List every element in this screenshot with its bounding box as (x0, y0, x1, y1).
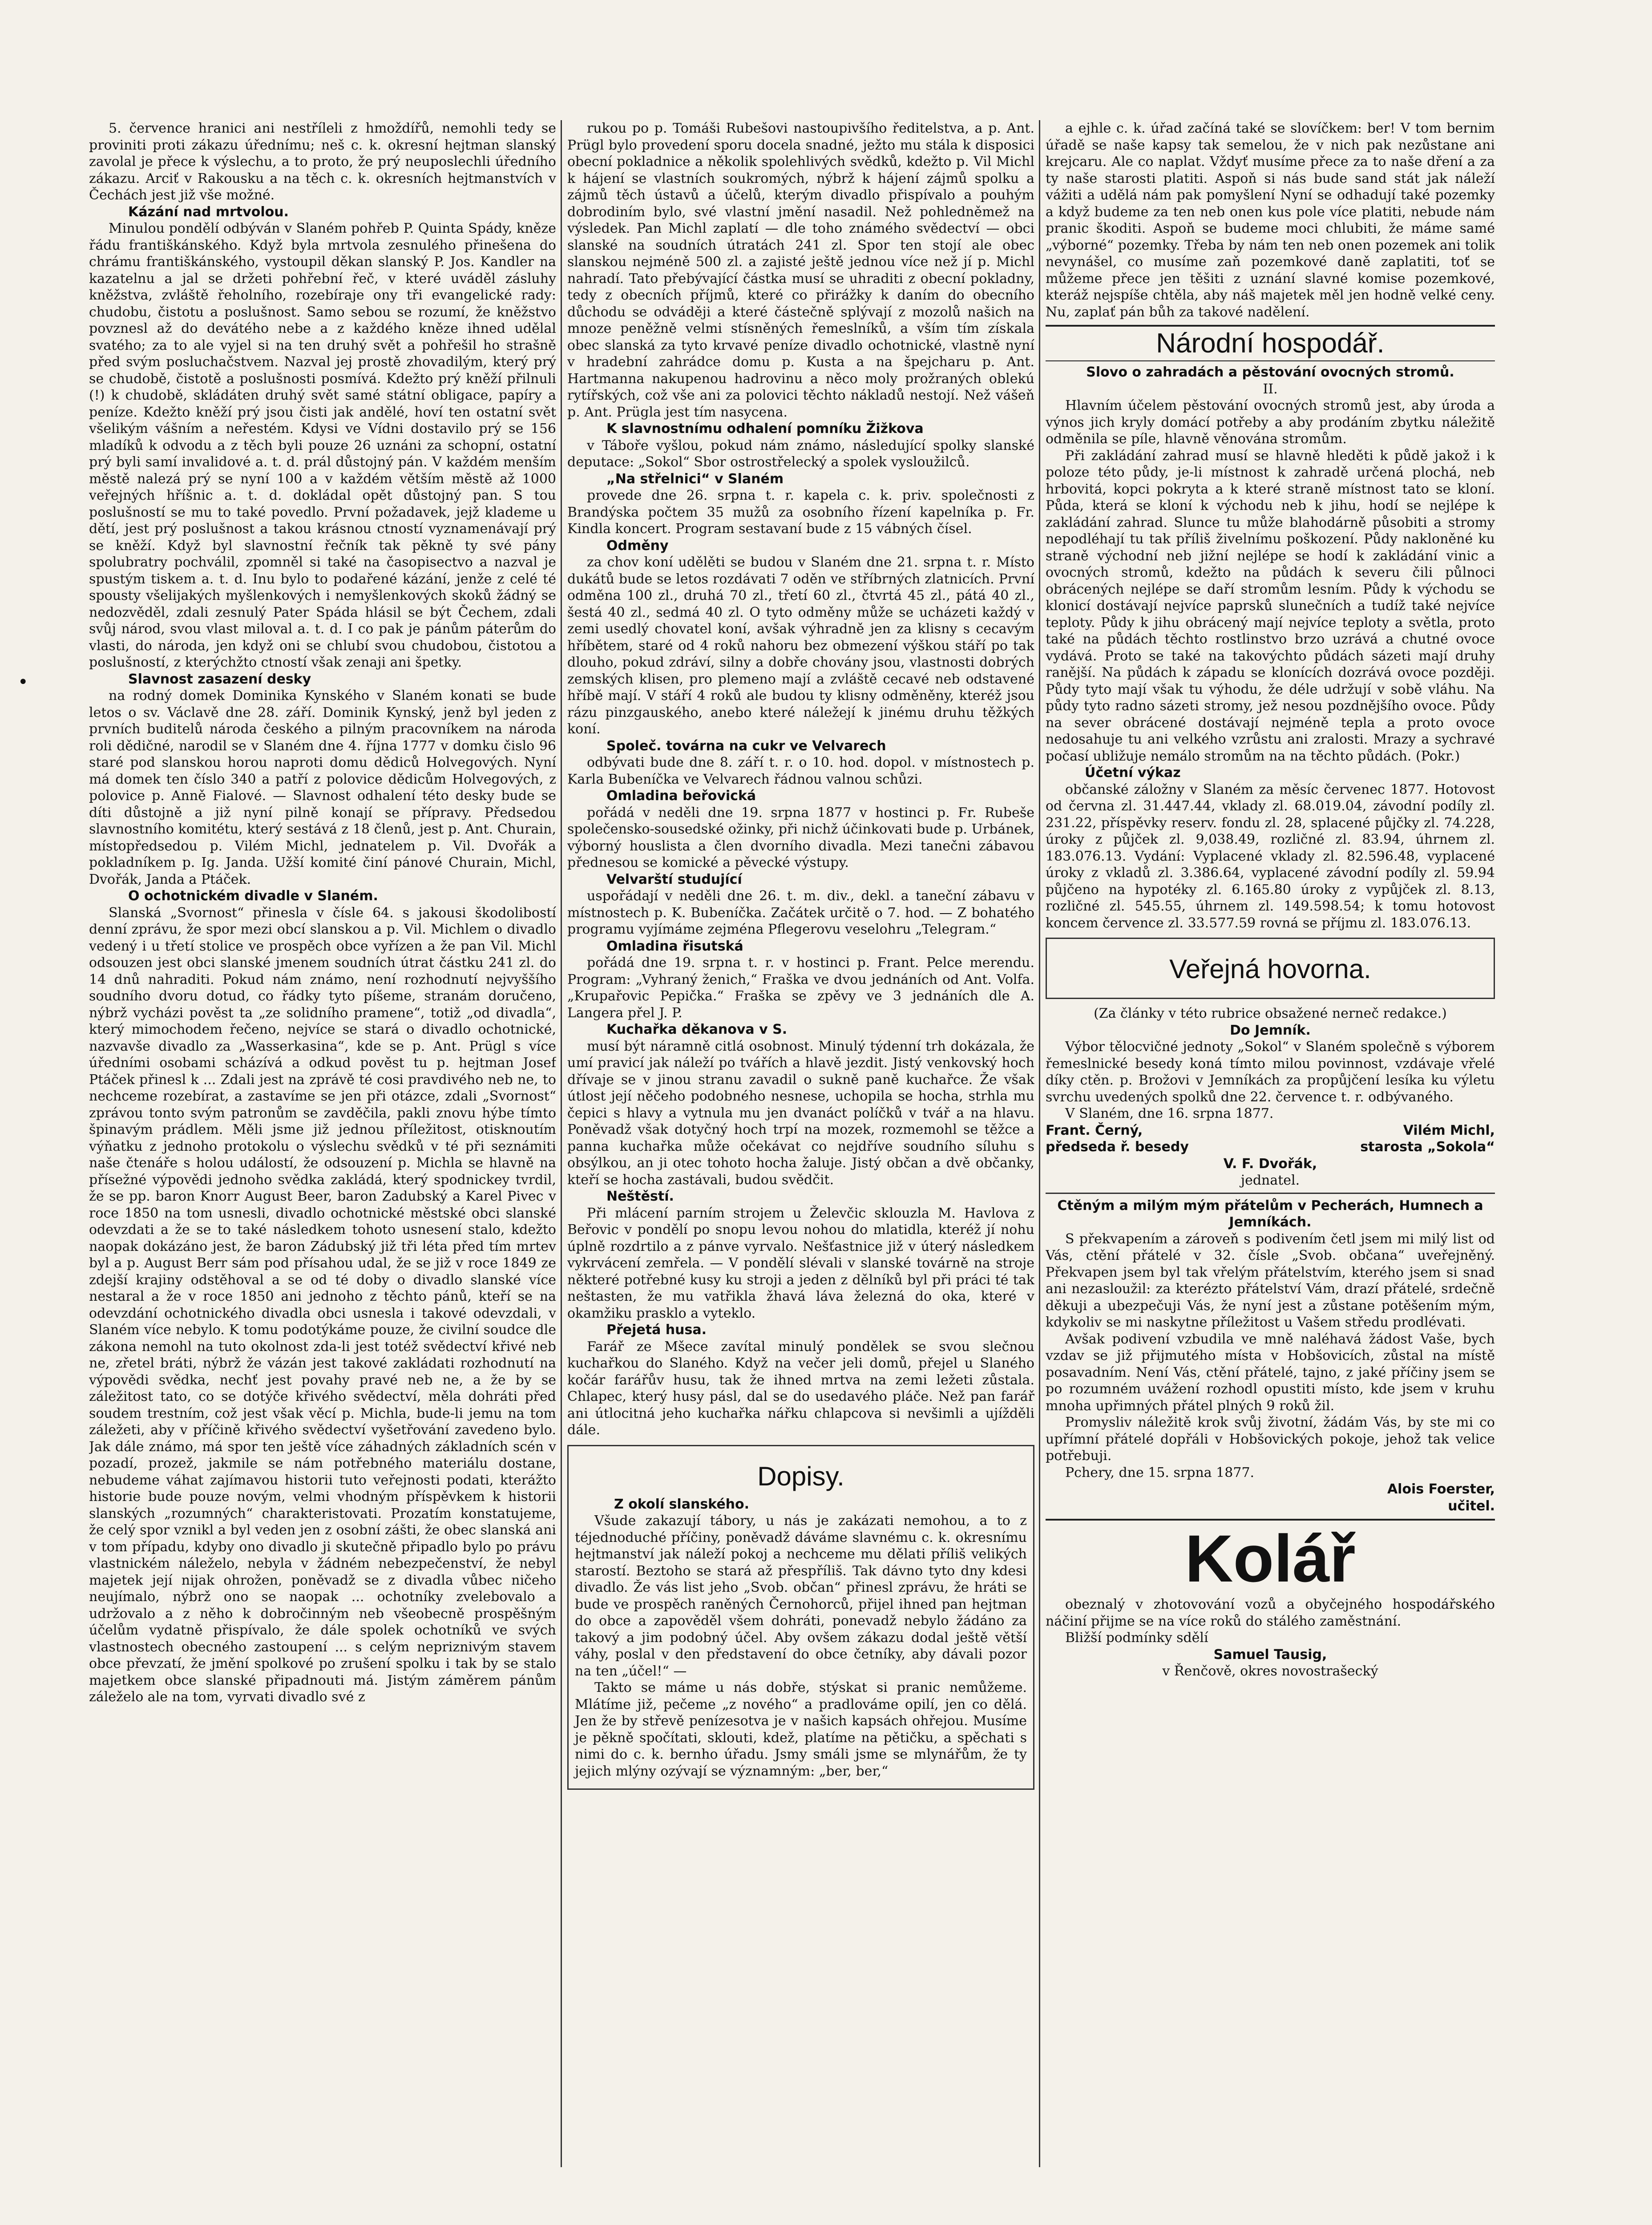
article-paragraph: Při zakládání zahrad musí se hlavně hleděti k půdě jakož i k poloze této půdy, je-li místnost k zahradě určená plochá, neb hrbovitá, kopci pokryta a k které straně místnost tato se kloní. Půda, která se kloní k východu neb k jihu, hodí se nejlépe k zakládání zahrad. Slunce tu může blahodárně působiti a stromy nepodléhají tu tak příliš živelnímu poškození. Půdy nakloněné ku straně východní neb jižní nejlépe se hodí k zakládání vinic a ovocných stromů, kdežto na půdách k severu čili půlnoci obrácených nejlépe se daří stromům lesním. Půdy k východu se klonicí dostávají nejvíce paprsků slunečních a tudíž také nejvíce teploty. Půdy k jihu obrácený mají nejvíce teploty a světla, proto také na půdách těchto rostlinstvo brzo uzrává a chutné ovoce vydává. Proto se také na takovýchto půdách sázeti mají druhy ranější. Na půdách k západu se klonících dozrává ovoce později. Půdy tyto mají však tu výhodu, že déle udržují v sobě vláhu. Na půdy tyto radno sázeti stromy, jež nesou pozdnějšího ovoce. Půdy na sever obrácené dostávají nejméně tepla a proto ovoce nedosahuje tu ani velkého vzrůstu ani zralosti. Mrazy a sychravé počasí ubližuje nemálo stromům na na těchto půdách. (Pokr.) (1046, 448, 1495, 764)
article-paragraph: občanské záložny v Slaném za měsíc červenec 1877. Hotovost od června zl. 31.447.44, vklady zl. 68.019.04, závodní podíly zl. 231.22, příspěvky reserv. fondu zl. 28, splacené půjčky zl. 74.228, úroky z půjček zl. 9,038.49, rozličné zl. 83.94, úhrnem zl. 183.076.13. Vydání: Vyplacené vklady zl. 82.596.48, vyplacené úroky z vkladů zl. 3.386.64, vyplacené závodní podíly zl. 59.94 půjčeno na hypotéky zl. 6.165.80 úroky z vypůjček zl. 8.13, rozličné zl. 545.55, úhrnem zl. 149.598.54; k tomu hotovost koncem července zl. 33.577.59 rovná se příjmu zl. 183.076.13. (1046, 781, 1495, 931)
article-paragraph: Pchery, dne 15. srpna 1877. (1065, 1464, 1255, 1481)
article-heading: Velvarští studující (606, 871, 742, 887)
article-heading: Přejetá husa. (606, 1322, 707, 1338)
newspaper-page (89, 120, 1495, 2203)
article-paragraph: na rodný domek Dominika Kynského v Slaném konati se bude letos o sv. Václavě dne 28. září. Dominik Kynský, jenž byl jeden z prvních buditelů národa českého a pilným pracovníkem na národa roli dědičné, narodil se v Slaném dne 4. října 1777 v domku čislo 96 staré pod slanskou horou naproti domu dědiců Holvegových. Nyní má domek ten číslo 340 a patří z polovice dědicům Holvegových, z polovice p. Anně Fialové. — Slavnost odhalení této desky bude se díti důstojně a již nyní pilně konají se přípravy. Předsedou slavnostního komitétu, který sestává z 18 členů, jest p. Ant. Churain, místopředsedou p. Vilém Michl, jednatelem p. Vil. Dvořák a pokladníkem p. Ig. Janda. Užší komité činí pánové Churain, Michl, Dvořák, Janda a Ptáček. (89, 688, 556, 887)
article-paragraph: pořádá dne 19. srpna t. r. v hostinci p. Frant. Pelce merendu. Program: „Vyhraný ženich,“ Fraška ve dvou jednáních od Ant. Volfa. „Krupařovic Pepička.“ Fraška se zpěvy ve 3 jednáních dle A. Langera přel J. P. (567, 955, 1034, 1021)
bullet-mark: • (18, 672, 28, 692)
section-title: Veřejná hovorna. (1169, 954, 1371, 984)
article-paragraph: Všude zakazují tábory, u nás je zakázati nemohou, a to z téjednoduché příčiny, poněvadž dáváme slavnému c. k. okresnímu hejtmanství jak náleží pokoj a nechceme mu dělati příliš velikých starostí. Beztoho se stará až přespříliš. Tak dávno tyto dny kdesi divadlo. Že vás list jeho „Svob. občan“ přinesl zprávu, že hráti se bude ve prospěch raněných Černohorců, přijel ihned pan hejtman do obce a zapověděl všem dohráti, ponevadž nebylo žádáno za takový a jim podobný účel. Aby ovšem zákazu dodal ještě větší váhy, poslal v den představení do obce četníky, aby dávali pozor na ten „účel!“ — (575, 1513, 1027, 1679)
section-title: Národní hospodář. (1046, 325, 1495, 361)
article-paragraph: rukou po p. Tomáši Rubešovi nastoupivšího ředitelstva, a p. Ant. Prügl bylo provedení sporu docela snadné, ježto mu stála k disposici obecní pokladnice a několik spolehlivých svědků, kdežto p. Vil Michl k hájení se vlastních soukromých, nýbrž k hájení zájmů spolku a zájmů těch ústavů a účelů, kterým divadlo přispívalo a pouhým dobrodiním bylo, své vlastní jmění nasadil. Než pohledněmež na výsledek. Pan Michl zaplatí — dle toho známého svědectví — obci slanské na soudních útratách 241 zl. Spor ten stojí ale obec slanskou nejméně 500 zl. a zajisté ještě jednou více než jí p. Michl nahradí. Tato přebývající částka musí se uhraditi z obecní pokladny, tedy z obecních příjmů, které co přirážky k daním do obecního důchodu se odváději a které částečně splývají z mozolů našich na mnoze peněžně velmi stísněných řemeslníků, a vším tím získala obec slanská za tyto krvavé peníze divadlo ochotnické, vlastně nyní v hradební zahrádce domu p. Kusta a na špejcharu p. Ant. Hartmanna nakupenou hadrovinu a něco moly prožraných oblekú rytířských, což vše ani za polovici těchto nákladů nestojí. Než vášeň p. Ant. Prügla jest tím nasycena. (567, 121, 1034, 420)
article-heading: Odměny (606, 538, 669, 554)
article-paragraph: S překvapením a zároveň s podivením četl jsem mi milý list od Vás, ctění přátelé v 32. čísle „Svob. občana“ uveřejněný. Překvapen jsem byl tak vřelým přátelstvím, kterého jsem si snad ani nezasloužil: za kterézto přátelství Vám, drazí přátelé, srdečně děkuji a ubezpečuji Vás, že nyní jest a zůstane potěšením mým, kdykoliv se mi naskytne příležitost u Vašem středu prodlévati. (1046, 1231, 1495, 1330)
boxed-section (567, 1445, 1034, 1790)
article-paragraph: Při mlácení parním strojem u Želevčic sklouzla M. Havlova z Beřovic v pondělí po snopu levou nohou do mlatidla, kteréž jí nohu úplně rozdrtilo a z pánve vyrvalo. Nešťastnice již v úterý následkem vykrvácení zemřela. — V pondělí slévali v slanské továrně na stroje některé potřebné kusy ku stroji a jeden z dělníků byl při práci té tak neštasten, že mu vatřikla žhavá láva železná do oka, které v okamžiku prasklo a vyteklo. (567, 1205, 1034, 1321)
article-paragraph: Takto se máme u nás dobře, stýskat si pranic nemůžeme. Mlátíme již, pečeme „z nového“ a pradlováme opilí, jen co dělá. Jen že by střevě penízesotva je v našich kapsách ohřejou. Musíme je pěkně spočítati, sklouti, kdež, platíme na pětičku, a spěchati s nimi do c. k. bernho úřadu. Jsmy smáli jsme se mlynářům, že ty jejich mlýny ozývají se významným: „ber, ber,“ (575, 1680, 1027, 1779)
article-paragraph: 5. července hranici ani nestříleli z hmoždířů, nemohli tedy se proviniti proti zákazu úřednímu; neš c. k. okresní hejtman slanský zavolal je přece k výslechu, a to proto, že prý neuposlechli úředního zákazu. Arciť v Rakousku a na těch c. k. okresních hejtmanstvích v Čechách jest již vše možné. (89, 121, 556, 203)
article-paragraph: Výbor tělocvičné jednoty „Sokol“ v Slaném společně s výborem řemeslnické besedy koná tímto milou povinnost, vzdávaje vřelé díky ctěn. p. Brožovi v Jemníkách za propůjčení lesíka ku výletu svrchu uvedených spolků dne 22. července t. r. odbývaného. (1046, 1039, 1495, 1105)
article-paragraph: uspořádají v neděli dne 26. t. m. div., dekl. a taneční zábavu v místnostech p. K. Bubeníčka. Začátek určitě o 7. hod. — Z bohatého programu vyjímáme zejména Pflegerovu veselohru „Telegram.“ (567, 888, 1034, 937)
article-paragraph: Minulou pondělí odbýván v Slaném pohřeb P. Quinta Spády, kněze řádu františkánského. Když byla mrtvola zesnulého přinešena do chrámu františkánského, vystoupil děkan slanský P. Jos. Kandler na kazatelnu a jal se držeti pohřební řeč, v které uváděl zásluhy kněžstva, zvláště řeholního, rozebíraje ony tři evangelické rady: chudobu, čistotu a poslušnost. Samo sebou se rozumí, že kněžstvo povznesl až do devátého nebe a z každého kněze ihned udělal svatého; za to ale vyjel si na ten druhý svět a pohřešil ho strašně před svým posluchačstvem. Nazval jej prostě zhovadilým, který prý se chudobě, čistotě a poslušnosti posmívá. Kdežto prý kněží přilnuli (!) k chudobě, skládáten druhý svět samé státní obligace, papíry a peníze. Kdežto kněží prý jsou čisti jak andělé, hoví ten ostatní svět všelikým vášním a neřestém. Kdysi ve Vídni dostavilo prý se 156 mladíků k odvodu a z těch byli pouze 26 uznáni za schopní, ostatní prý byli samí invalidové a. t. d. prál důstojný pán. V každém menším městě nalezá prý se nyní 100 a v každém větším městě až 1000 veřejných hříšnic a. t. d. dokládal opět důstojný pan. S tou poslušností se mu to také povedlo. První požadavek, jejž klademe u dětí, jest prý poslušnost a takou krásnou ctností vyznamenávají prý se kněží. Když byl slavnostní řečník tak pěkně ty své pány spolubratry pochválil, zpomněl si také na časopisectvo a nazval je spustým tiskem a. t. d. Inu bylo to podařené kázání, jenže z celé té spousty všelijakých myšlenkových i nemyšlenkových skoků žádný se nedozvěděl, zdali zesnulý Pater Spáda hlásil se být Čechem, zdali svůj národ, svou vlast miloval a. t. d. I co pak je pánům páterům do vlasti, do národa, jen když oni se chlubí svou chudobou, čistotou a poslušností, z kterýchžto ctností však zenaji ani špetky. (89, 221, 556, 670)
signature-row (1046, 1122, 1495, 1139)
boxed-section (1046, 938, 1495, 999)
article-heading: Kázání nad mrtvolou. (128, 204, 289, 220)
centered-heading: V. F. Dvořák, (1223, 1156, 1317, 1172)
signature-left: Frant. Černý, (1046, 1122, 1143, 1138)
signature-left: předseda ř. besedy (1046, 1139, 1189, 1155)
article-paragraph: Bližší podmínky sdělí (1065, 1630, 1208, 1646)
article-heading: K slavnostnímu odhalení pomníku Žižkova (606, 421, 924, 437)
article-paragraph: odbývati bude dne 8. září t. r. o 10. hod. dopol. v místnostech p. Karla Bubeníčka ve Velvarech řádnou valnou schůzi. (567, 755, 1034, 787)
article-paragraph: Hlavním účelem pěstování ovocných stromů jest, aby úroda a výnos jich kryly domácí potřeby a aby prodáním zbytku náležitě odměnila se píle, hlavně věnována stromům. (1046, 398, 1495, 447)
article-paragraph: Promysliv náležitě krok svůj životní, žádám Vás, by ste mi co upřímní přátelé dopřáli v Hobšovických pokoje, jehož tak velice potřebuji. (1046, 1415, 1495, 1464)
centered-heading: Ctěným a milým mým přátelům v Pecherách, Humnech a Jemníkách. (1057, 1197, 1483, 1230)
signature-right: Vilém Michl, (1403, 1122, 1495, 1138)
article-heading: Slavnost zasazení desky (128, 671, 311, 687)
article-paragraph: provede dne 26. srpna t. r. kapela c. k. priv. společnosti z Brandýska počtem 35 mužů za osobního řízení kapelníka p. Fr. Kindla koncert. Program sestavaní bude z 15 vábných čísel. (567, 488, 1034, 537)
centered-line: (Za články v této rubrice obsažené nerneč redakce.) (1094, 1006, 1447, 1021)
article-heading: Omladina beřovická (606, 788, 756, 804)
article-paragraph: V Slaném, dne 16. srpna 1877. (1065, 1106, 1274, 1121)
column-rule (561, 120, 562, 2167)
article-paragraph: pořádá v neděli dne 19. srpna 1877 v hostinci p. Fr. Rubeše společensko-sousedské ožinky, při nichž účinkovati bude p. Urbánek, výborný houslista a člen dvorního divadla. Mezi tanečni zábavou přednesou se komické a pěvecké výstupy. (567, 805, 1034, 870)
article-heading: Z okolí slanského. (614, 1496, 750, 1512)
signature-right: starosta „Sokola“ (1360, 1139, 1495, 1155)
section-subtitle: Slovo o zahradách a pěstování ovocných stromů. (1086, 364, 1454, 380)
article-heading: Společ. továrna na cukr ve Velvarech (606, 738, 886, 754)
centered-line: II. (1263, 381, 1278, 397)
section-divider (1046, 1193, 1495, 1194)
column-3 (1046, 120, 1495, 2194)
article-paragraph: Avšak podivení vzbudila ve mně naléhavá žádost Vaše, bych vzdav se již přijmutého místa v Hobšovicích, zůstal na místě posavadním. Není Vás, ctění přátelé, tajno, z jaké příčiny jsem se po rozumném uvážení rozhodl opustiti místo, kde jsem v kruhu mnoha upřimných přátel plných 9 roků žil. (1046, 1331, 1495, 1414)
article-paragraph: v Táboře vyšlou, pokud nám známo, následující spolky slanské deputace: „Sokol“ Sbor ostrostřelecký a spolek vysloužilců. (567, 437, 1034, 470)
article-paragraph: za chov koní udělěti se budou v Slaném dne 21. srpna t. r. Místo dukátů bude se letos rozdávati 7 oděn ve stříbrných zlatnicích. První odměna 100 zl., druhá 70 zl., třetí 60 zl., čtvrtá 45 zl., pátá 40 zl., šestá 40 zl., sedmá 40 zl. O tyto odměny může se ucházeti každý v zemi usedlý chovatel koní, avšak výhradně jen za klisny s cecavým hříbětem, staré od 4 roků nahoru bez obmezení výškou stáří po tak dlouho, pokud zdráví, silny a dobře chovány jsou, vlastnosti dobrých zemských klisen, pro plemeno mají a zvláště cecavé neb odstavené hříbě mají. V stáří 4 roků ale budou ty klisny odměněny, kteréž jsou rázu pinzgauského, anebo které náležejí k jinému druhu těžkých koní. (567, 554, 1034, 737)
article-heading: O ochotnickém divadle v Slaném. (128, 888, 378, 904)
article-paragraph: musí být náramně citlá osobnost. Minulý týdenní trh dokázala, že umí pravicí jak náleží po tvářích a hlavě jezdit. Jistý venkovský hoch dřívaje se v jinou stranu zavadil o sukně paně kuchařce. Že však útlost její něčeho podobného nesnese, uchopila se hocha, strhla mu čepici s hlavy a vytnula mu jen dvanáct políčků v tvář a na hlavu. Poněvadž však dotyčný hoch trpí na mozek, rozmemohl se těžce a panna kuchařka může očekávat co nejdříve soudního síluhu s obsýlkou, an ji otec tohoto hocha žaluje. Jistý občan a dvě občanky, kteří se hocha zastávali, budou svědčit. (567, 1038, 1034, 1188)
centered-line: v Řenčově, okres novostrašecký (1162, 1663, 1378, 1679)
article-paragraph: a ejhle c. k. úřad začíná také se slovíčkem: ber! V tom bernim úřadě se naše kapsy tak semelou, že v nich pak nezůstane ani krejcaru. Ale co naplat. Vždyť musíme přece za to naše dření a za ty naše starosti platiti. Aspoň si nás bude sand stát jak náleží vážiti a udělá nám pak pomyšlení Nyní se odhadují také pozemky a když budeme za ten neb onen kus pole více platiti, nebude nám pranic škoditi. Aspoň se budeme moci chlubiti, že máme samé „výborné“ pozemky. Třeba by nám ten neb onen pozemek ani tolik nevynášel, co musíme zaň pozemkové daně zaplatiti, toť se můžeme přece jen těšiti z uznání slavné komise pozemkové, kteráž nejspíše chtěla, aby náš majetek měl jen hodně velké ceny. Nu, zaplať pán bůh za takové nadělení. (1046, 121, 1495, 320)
section-title: Dopisy. (757, 1461, 844, 1491)
signature: Alois Foerster, (1387, 1481, 1495, 1497)
signature: učitel. (1448, 1498, 1495, 1514)
article-heading: Omladina řisutská (606, 938, 743, 954)
column-rule (1039, 120, 1040, 2167)
article-paragraph: Farář ze Mšece zavítal minulý pondělek se svou slečnou kuchařkou do Slaného. Když na večer jeli domů, přejel u Slaného kočár farářův husu, tak že ihned mrtva na zemi ležeti zůstala. Chlapec, který husy pásl, dal se do usedavého pláče. Než pan farář ani útlocitná jeho kuchařka nářku chlapcova si nevšimli a ujížděli dále. (567, 1339, 1034, 1438)
column-2 (567, 120, 1034, 2194)
advert-headline: Kolář (1046, 1519, 1495, 1596)
article-heading: „Na střelnici“ v Slaném (606, 471, 784, 487)
article-heading: Neštěstí. (606, 1189, 674, 1204)
column-1 (89, 120, 556, 2194)
article-heading: Kuchařka děkanova v S. (606, 1022, 788, 1037)
centered-line: jednatel. (1240, 1173, 1300, 1188)
article-paragraph: obeznalý v zhotovování vozů a obyčejného hospodářského náčiní přijme se na více roků do stálého zaměstnání. (1046, 1597, 1495, 1629)
article-paragraph: Slanská „Svornost“ přinesla v čísle 64. s jakousi škodolibostí denní zprávu, že spor mezi obcí slanskou a p. Vil. Michlem o divadlo vedený i u třetí stolice ve prospěch obce vyřízen a že pan Vil. Michl odsouzen jest obci slanské jmenem soudních útrat částku 241 zl. do 14 dnů nahraditi. Pokud nám známo, není rozhodnutí nejvyššího soudního dvoru dotud, co řádky tyto píšeme, stranám doručeno, nýbrž vycházi pověst ta „ze solidního pramene“, totiž „od divadla“, který mimochodem řečeno, nejvíce se stará o divadlo ochotnické, nazvavše divadlo za „Wasserkasina“, kde se p. Ant. Prügl s více úředními osobami scházívá a odkud pověst tu p. hejtman Josef Ptáček přinesl k ... Zdali jest na zprávě té cosi pravdivého neb ne, to nechceme rozebírat, a zastavíme se jen při otázce, zdali „Svornost“ zprávou tonto svým patronům se zavděčila, pakli znovu hýbe tímto špinavým prádlem. Měli jsme již jednou příležitost, otisknoutím výňatku z jednoho protokolu o výslechu svědků v té při seznámiti naše čtenáře s holou událostí, že odsouzení p. Michla se hlavně na přísežné výpovědi jednoho svědka zakládá, který spodnickey tvrdil, že se pp. baron Knorr August Beer, baron Zadubský a Karel Pivec v roce 1850 na tom usnesli, divadlo ochotnické městské obci slanské odevzdati a že se to také následkem tohoto usnesení stalo, kdežto naopak dokázáno jest, že baron Zádubský již tři léta před tím mrtev byl a p. August Berr sám pod přísahou udal, že se již v roce 1849 ze zdejší krajiny odstěhoval a se od té doby o divadlo slanské více nestaral a že v roce 1850 ani jednoho z těchto pánů, kteří se na odevzdání ochotnického divadla obci usnesla i takové odevzdali, v Slaném více nebylo. K tomu podotýkáme pouze, že civilní soudce dle zákona nemohl na tuto okolnost zda-li jest totéž svědectví křivé neb ne, zřetel bráti, nýbrž že vázán jest takové zakládati rozhodnutí na výpovědi svědka, nechť jest povahy pravé neb ne, a že by se záležitost tato, co se dotýče křivého svědectví, měla dohráti před soudem trestním, což jest však věcí p. Michla, bude-li jemu na tom záležeti, aby v příčině křivého svědectví vyšetřování zavedeno bylo. Jak dále známo, má spor ten ještě více záhadných základních scén v pozadí, prozež, jakmile se nám potřebného materiálu dostane, nebudeme váhat zajímavou historii tuto veřejnosti podati, kterážto historie bude pouze novým, velmi vhodným příspěvkem k historii slanských „rozumných“ charakteristovati. Prozatím konstatujeme, že celý spor vznikl a byl veden jen z osobní zášti, že obec slanská ani v tom případu, kdyby ono divadlo ji skutečně připadlo bylo po právu vlastnickém náleželo, nebyla v žádném nebezpečenství, že nebyl majetek její nijak ohrožen, poněvadž se z divadla vůbec ničeho neujímalo, nýbrž ono se naopak ... ochotníky zvelebovalo a udržovalo a z něho k dobročinným neb všeobecně prospěšným účelům vydatně přispívalo, že dále spolek ochotníků ve svých vlastnostech obecného zastoupení ... s celým nepriznivým stavem obce převzatí, že jmění spolkové po zrušení spolku i tak by se stalo majetkem obce slanské připadnouti má. Jistým záměrem pánům záleželo ale na tom, vyrvati divadlo své z (89, 905, 556, 1705)
centered-heading: Do Jemník. (1230, 1022, 1311, 1038)
centered-heading: Samuel Tausig, (1213, 1646, 1327, 1663)
signature-row (1046, 1139, 1495, 1156)
article-heading: Účetní výkaz (1085, 765, 1181, 781)
